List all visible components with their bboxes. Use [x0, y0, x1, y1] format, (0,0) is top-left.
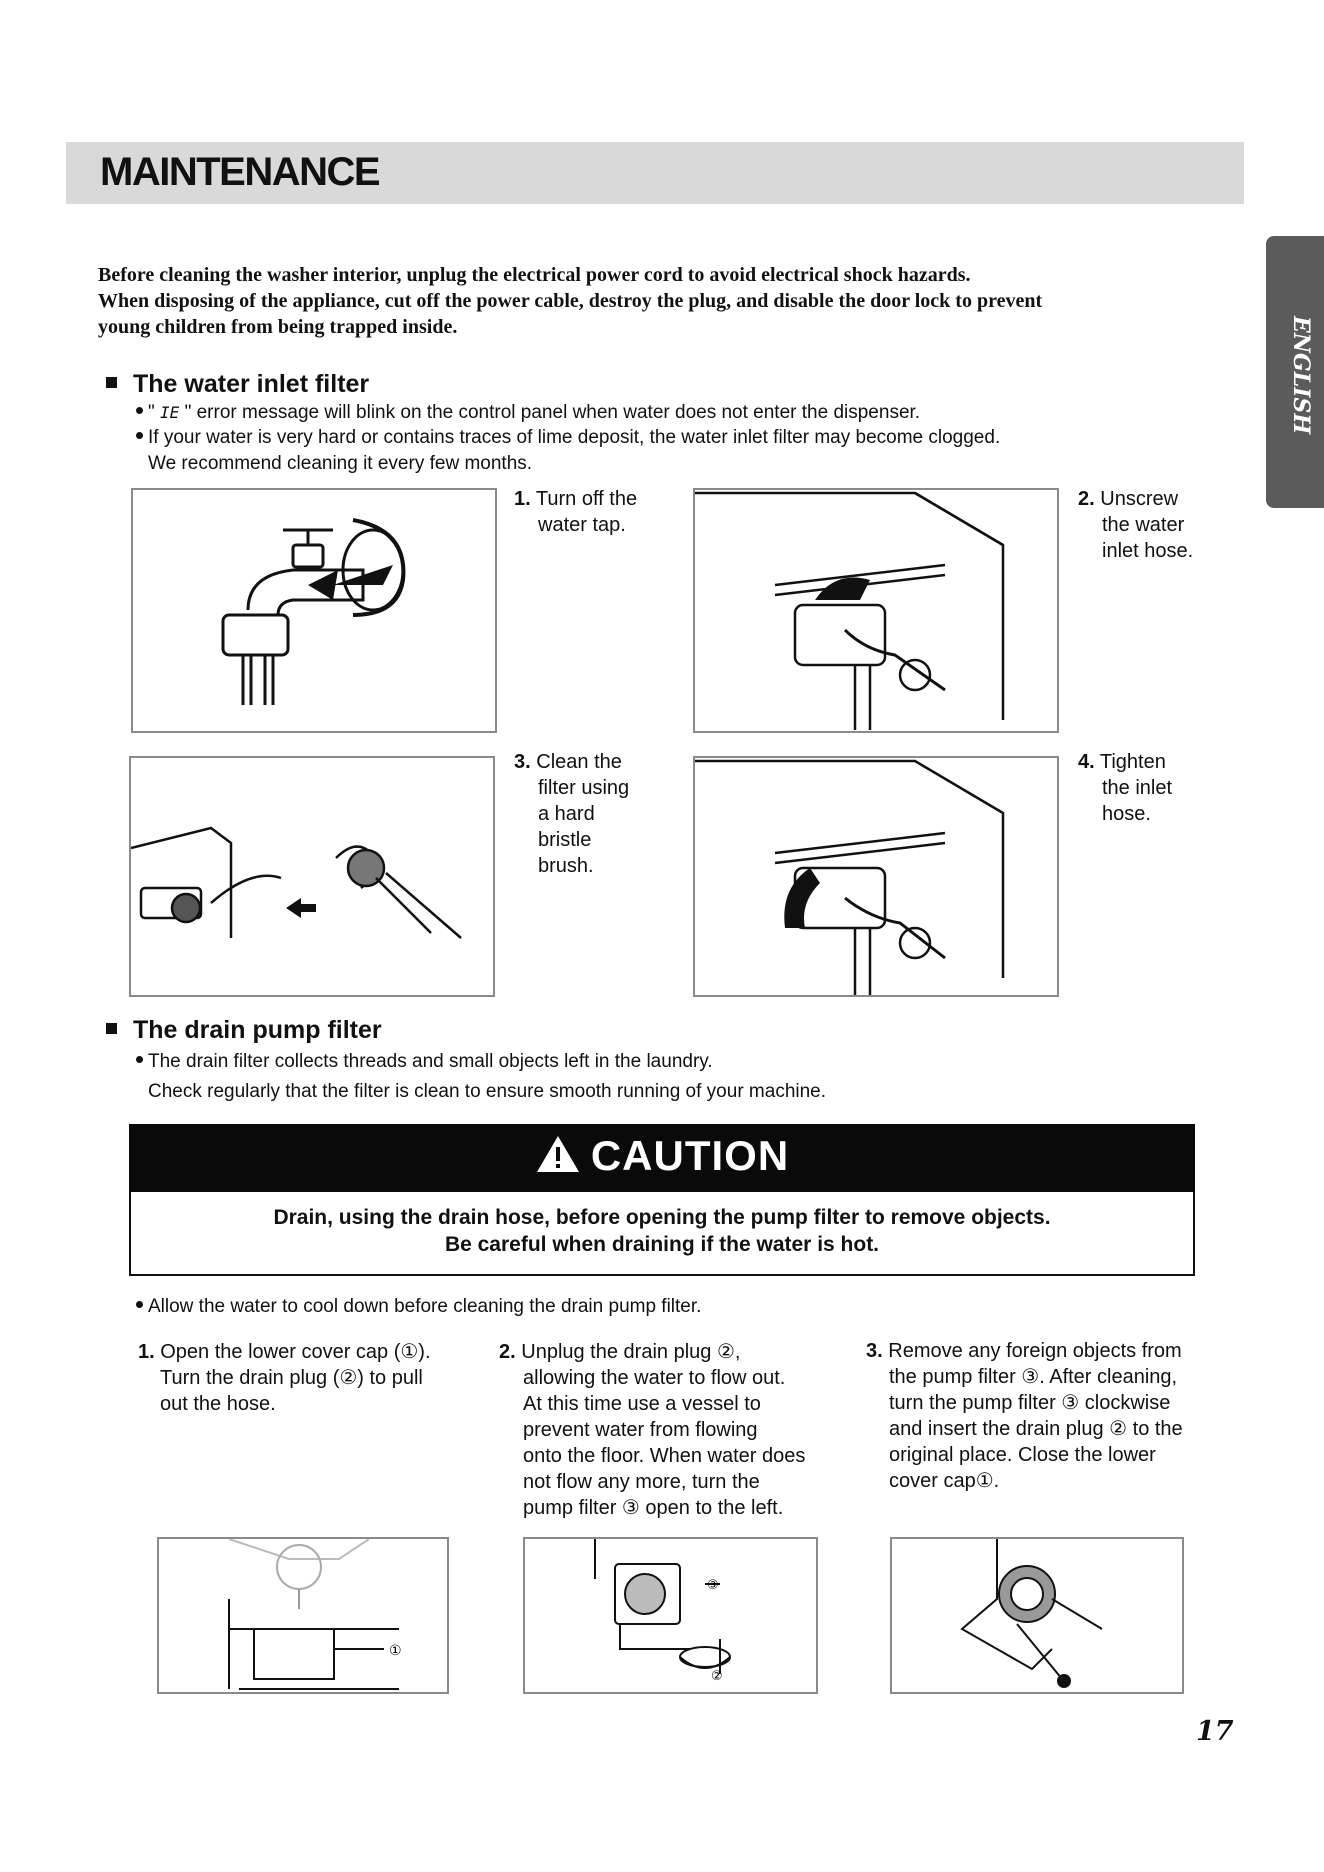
- heading-text: The drain pump filter: [133, 1016, 382, 1044]
- faucet-illustration: [133, 490, 495, 731]
- step-number: 1.: [514, 488, 531, 510]
- safety-intro: [98, 262, 1218, 340]
- washer-back-hose-illustration: [695, 490, 1057, 731]
- intro-line: Before cleaning the washer interior, unplug the electrical power cord to avoid electrical shock hazards.: [98, 264, 971, 286]
- step-text: the inlet: [1102, 777, 1173, 799]
- step-number: 4.: [1078, 751, 1095, 773]
- step-text: original place. Close the lower: [889, 1444, 1156, 1466]
- caution-message: [129, 1204, 1195, 1258]
- step-text: the water: [1102, 514, 1185, 536]
- step-text: onto the floor. When water does: [523, 1445, 806, 1467]
- inlet-step-2: [1078, 486, 1258, 564]
- figure-tighten-hose: [693, 756, 1059, 997]
- step-text: and insert the drain plug ② to the: [889, 1418, 1183, 1440]
- quote-open: ": [148, 402, 155, 423]
- bullet-dot-icon: [136, 432, 143, 439]
- inlet-step-4: [1078, 749, 1258, 827]
- step-text: Open the lower cover cap (①).: [160, 1341, 431, 1363]
- drain-step-3: [866, 1338, 1246, 1494]
- step-number: 3.: [514, 751, 531, 773]
- square-bullet-icon: [106, 377, 117, 388]
- step-number: 1.: [138, 1341, 155, 1363]
- inlet-bullet-1: [136, 400, 1236, 426]
- bullet-dot-icon: [136, 1056, 143, 1063]
- figure-open-cover: [157, 1537, 449, 1694]
- step-text: filter using: [538, 777, 630, 799]
- figure-clean-filter: [129, 756, 495, 997]
- bullet-text: Allow the water to cool down before cleaning the drain pump filter.: [148, 1296, 702, 1317]
- step-number: 2.: [1078, 488, 1095, 510]
- step-text: Clean the: [536, 751, 622, 773]
- bullet-text: If your water is very hard or contains traces of lime deposit, the water inlet filter may become clogged.: [148, 427, 1001, 448]
- step-text: water tap.: [538, 514, 626, 536]
- intro-line: young children from being trapped inside.: [98, 316, 458, 338]
- bullet-text: The drain filter collects threads and small objects left in the laundry.: [148, 1051, 713, 1072]
- step-text: At this time use a vessel to: [523, 1393, 761, 1415]
- page-number: 17: [1196, 1716, 1234, 1747]
- filter-brush-illustration: [131, 758, 493, 995]
- step-text: prevent water from flowing: [523, 1419, 758, 1441]
- bullet-dot-icon: [136, 407, 143, 414]
- drain-bullet-1: [136, 1049, 1236, 1075]
- step-text: brush.: [538, 855, 594, 877]
- inlet-bullet-2-cont: We recommend cleaning it every few months.: [148, 453, 533, 474]
- figure-unplug-drain: [523, 1537, 818, 1694]
- step-text: Tighten: [1099, 751, 1166, 773]
- lower-cover-illustration: [159, 1539, 447, 1692]
- drain-vessel-illustration: [525, 1539, 816, 1692]
- figure-turn-off-tap: [131, 488, 497, 733]
- washer-back-tighten-illustration: [695, 758, 1057, 995]
- drain-step-1: [138, 1339, 478, 1417]
- caution-title-text: CAUTION: [590, 1132, 790, 1179]
- square-bullet-icon: [106, 1023, 117, 1034]
- step-text: turn the pump filter ③ clockwise: [889, 1392, 1171, 1414]
- step-number: 2.: [499, 1341, 516, 1363]
- step-text: a hard: [538, 803, 595, 825]
- bullet-dot-icon: [136, 1301, 143, 1308]
- page-title: MAINTENANCE: [100, 150, 380, 194]
- inlet-step-1: [514, 486, 684, 538]
- drain-step-2: [499, 1339, 839, 1521]
- caution-line: Be careful when draining if the water is hot.: [444, 1233, 880, 1256]
- step-text: out the hose.: [160, 1393, 276, 1415]
- drain-bullet-2: [136, 1294, 1236, 1320]
- step-text: Unplug the drain plug ②,: [521, 1341, 741, 1363]
- bullet-text: " error message will blink on the control panel when water does not enter the dispenser.: [184, 402, 921, 423]
- step-text: Remove any foreign objects from: [888, 1340, 1182, 1362]
- step-text: inlet hose.: [1102, 540, 1194, 562]
- drain-filter-heading: [106, 1016, 382, 1045]
- step-text: pump filter ③ open to the left.: [523, 1497, 784, 1519]
- heading-text: The water inlet filter: [133, 370, 370, 398]
- inlet-bullet-2: [136, 425, 1236, 451]
- step-text: Unscrew: [1100, 488, 1179, 510]
- intro-line: When disposing of the appliance, cut off the power cable, destroy the plug, and disable the door lock to prevent: [98, 290, 1043, 312]
- step-text: Turn the drain plug (②) to pull: [160, 1367, 423, 1389]
- step-text: Turn off the: [535, 488, 638, 510]
- callout-2: ②: [711, 1669, 723, 1684]
- figure-unscrew-hose: [693, 488, 1059, 733]
- warning-triangle-icon: [535, 1134, 581, 1174]
- caution-line: Drain, using the drain hose, before opening the pump filter to remove objects.: [273, 1206, 1051, 1229]
- error-code: IE: [160, 403, 180, 422]
- inlet-filter-heading: [106, 370, 369, 399]
- step-text: hose.: [1102, 803, 1151, 825]
- language-tab-label: ENGLISH: [1288, 315, 1314, 435]
- callout-1: ①: [389, 1643, 402, 1659]
- step-number: 3.: [866, 1340, 883, 1362]
- step-text: not flow any more, turn the: [523, 1471, 760, 1493]
- callout-3: ③: [707, 1578, 719, 1593]
- caution-title: [129, 1132, 1195, 1180]
- inlet-step-3: [514, 749, 684, 879]
- step-text: cover cap①.: [889, 1470, 1000, 1492]
- figure-remove-objects: [890, 1537, 1184, 1694]
- step-text: allowing the water to flow out.: [523, 1367, 786, 1389]
- drain-bullet-1-cont: Check regularly that the filter is clean to ensure smooth running of your machine.: [148, 1081, 827, 1102]
- pump-filter-illustration: [892, 1539, 1182, 1692]
- step-text: bristle: [538, 829, 592, 851]
- step-text: the pump filter ③. After cleaning,: [889, 1366, 1178, 1388]
